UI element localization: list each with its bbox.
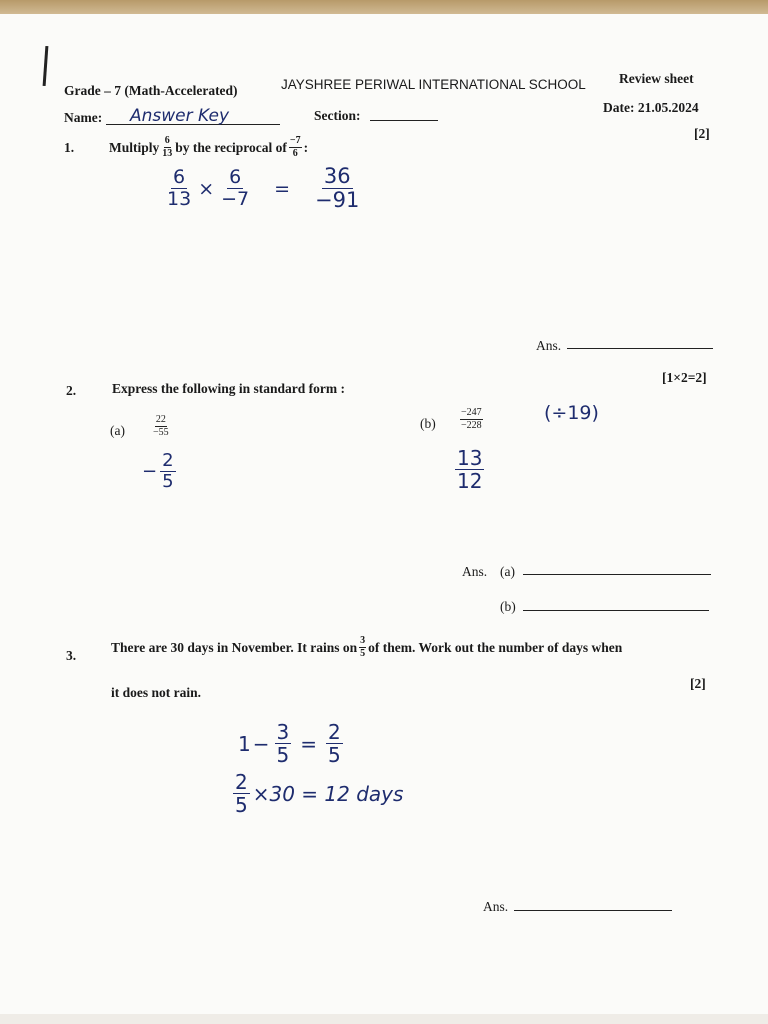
q1-text-middle: by the reciprocal of <box>175 139 287 155</box>
q3-question <box>111 636 622 659</box>
q1-work-frac3 <box>313 166 361 211</box>
q2-number: 2. <box>66 383 77 398</box>
q3-number: 3. <box>66 648 77 663</box>
q2-a-den: −55 <box>153 427 169 438</box>
q1-work-f1-den: 13 <box>167 188 192 210</box>
q1-work-frac2 <box>219 168 251 209</box>
q1-work-f2-den: −7 <box>221 188 250 210</box>
q1-work-times: × <box>198 177 215 200</box>
q3-w1-frac1 <box>275 722 292 765</box>
q2-a-label: (a) <box>110 423 125 438</box>
q2-marks: [1×2=2] <box>662 370 707 385</box>
q1-text-before: Multiply <box>109 139 160 155</box>
q1-working <box>162 166 364 211</box>
q1-work-f1-num: 6 <box>173 166 186 188</box>
q1-ans-label: Ans. <box>536 338 562 353</box>
grade-label: Grade – 7 (Math-Accelerated) <box>64 83 238 98</box>
q2-b-work-den: 12 <box>457 469 483 493</box>
q1-text-after: : <box>303 139 309 155</box>
q3-working-line1 <box>238 722 346 765</box>
q1-work-equals: = <box>274 177 291 200</box>
section-label: Section: <box>314 108 361 123</box>
q3-w1-minus: − <box>252 731 270 756</box>
school-name: JAYSHREE PERIWAL INTERNATIONAL SCHOOL <box>281 77 586 92</box>
q2-ans-b-label: (b) <box>500 599 516 614</box>
q2-a-fraction <box>150 415 172 438</box>
q1-frac2-den: 6 <box>292 148 298 159</box>
q2-a-work-sign: − <box>142 461 158 482</box>
q3-w1-one: 1 <box>238 731 251 756</box>
q2-b-den: −228 <box>461 420 482 431</box>
q3-w1-f2-den: 5 <box>328 743 341 767</box>
q3-w2-result: ×30 = 12 days <box>252 781 404 806</box>
q2-b-num: −247 <box>461 407 482 418</box>
q3-w2-frac <box>233 772 250 815</box>
q3-ans-label: Ans. <box>483 899 509 914</box>
q3-working-line2 <box>230 772 403 815</box>
q3-w1-equals: = <box>300 731 317 756</box>
q2-b-fraction <box>458 408 485 431</box>
q2-answer-b-line <box>523 610 709 611</box>
q3-text-after: of them. Work out the number of days when <box>368 639 623 655</box>
q2-a-num: 22 <box>155 414 166 425</box>
q2-a-work-frac <box>160 452 175 491</box>
date-label: Date: 21.05.2024 <box>603 100 699 115</box>
q1-frac2-num: −7 <box>289 135 301 146</box>
sheet-type: Review sheet <box>619 71 694 86</box>
q1-marks: [2] <box>694 126 710 141</box>
q2-b-note: (÷19) <box>544 402 599 424</box>
q2-a-work-num: 2 <box>162 450 174 471</box>
q1-frac1-num: 6 <box>164 135 170 146</box>
q3-answer-line <box>514 910 672 911</box>
q2-ans-label: Ans. <box>462 564 488 579</box>
q2-ans-a-label: (a) <box>500 564 515 579</box>
q3-w2-f-den: 5 <box>235 793 248 817</box>
q1-work-f3-num: 36 <box>323 164 351 188</box>
q3-frac-den: 5 <box>360 648 366 659</box>
section-line <box>370 120 438 121</box>
q1-work-f3-den: −91 <box>315 188 360 212</box>
q3-marks: [2] <box>690 676 706 691</box>
q1-fraction-two <box>289 136 302 159</box>
q3-w1-f2-num: 2 <box>328 720 341 744</box>
q3-fraction <box>359 636 366 659</box>
q3-frac-num: 3 <box>360 635 366 646</box>
q1-work-frac1 <box>165 168 193 209</box>
q3-text-before: There are 30 days in November. It rains on <box>111 639 358 655</box>
q1-fraction-one <box>161 136 173 159</box>
q1-number: 1. <box>64 140 75 155</box>
q2-b-label: (b) <box>420 416 436 431</box>
name-label: Name: <box>64 110 103 125</box>
q2-answer-a-line <box>523 574 711 575</box>
q2-a-working <box>142 452 179 491</box>
worksheet-page <box>0 14 768 1014</box>
q3-w1-f1-num: 3 <box>276 720 290 744</box>
q2-question: Express the following in standard form : <box>112 381 346 396</box>
q1-work-f2-num: 6 <box>229 166 242 188</box>
q3-w2-f-num: 2 <box>235 770 248 794</box>
q2-a-work-den: 5 <box>162 471 174 492</box>
q2-b-working <box>452 448 487 491</box>
q3-question-line2: it does not rain. <box>111 685 202 700</box>
q3-w1-f1-den: 5 <box>276 743 290 767</box>
q1-frac1-den: 13 <box>162 148 173 159</box>
q3-w1-frac2 <box>326 722 343 765</box>
name-value: Answer Key <box>130 106 230 126</box>
q1-question <box>109 136 308 159</box>
q1-answer-line <box>567 348 713 349</box>
q2-b-work-num: 13 <box>457 446 483 470</box>
